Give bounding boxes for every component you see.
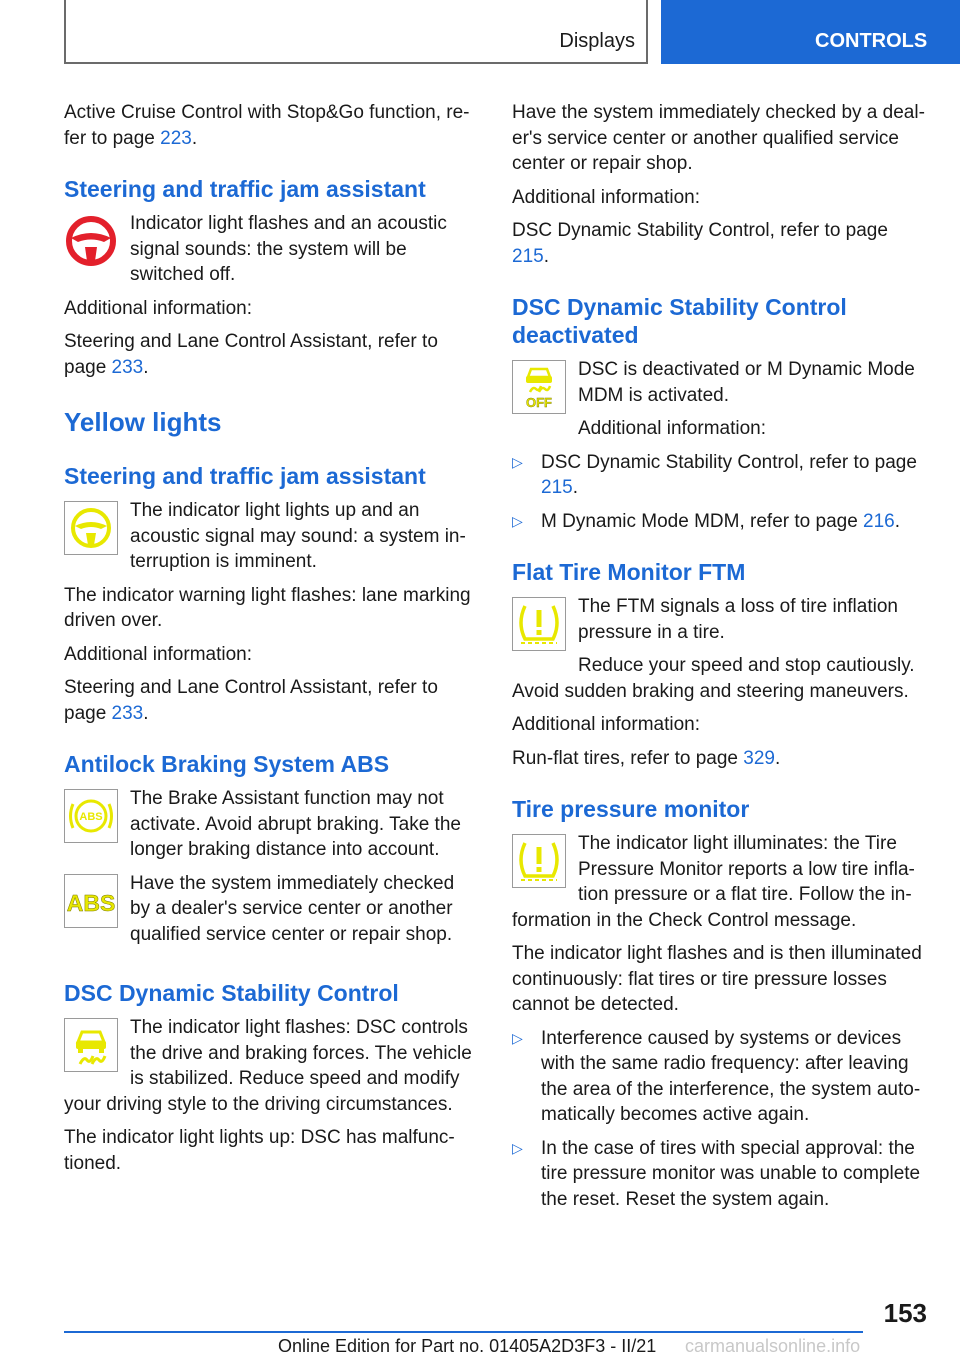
page-link-233-b[interactable]: 233 (111, 702, 144, 724)
page-link-329[interactable]: 329 (743, 747, 775, 769)
dsc-desc-1: The indicator light flashes: DSC controls the drive and braking forces. The vehicle is stabilized. Reduce speed and modify your driving style to the driving circumstances. (64, 1017, 472, 1115)
dsc-desc-2: The indicator light lights up: DSC has malfunc-tioned. (64, 1127, 455, 1174)
svg-text:ABS: ABS (66, 889, 116, 916)
tpm-desc: The indicator light illuminates: the Tire Pressure Monitor reports a low tire infla-tion pressure or a flat tire. Follow the in-formation in the Check Control message. (512, 833, 915, 931)
page-number: 153 (883, 1298, 927, 1328)
right-addl: Additional information: (512, 186, 700, 208)
header-section-title: Displays (559, 30, 635, 52)
yellow-steering-wheel-icon (64, 501, 118, 555)
abs-text-icon (64, 874, 118, 928)
abs-desc-2: Have the system immediately checked by a dealer's service center or another qualified service center or repair shop. (130, 872, 455, 945)
right-ref: DSC Dynamic Stability Control, refer to page 215. (512, 220, 888, 267)
red-steering-wheel-icon (64, 214, 118, 268)
tire-pressure-warning-icon (512, 834, 566, 888)
yellow-steering-desc: The indicator light lights up and an acoustic signal may sound: a system in-terruption is imminent. (130, 500, 466, 572)
flat-tire-warning-icon (512, 597, 566, 651)
heading-dsc-deactivated: DSC Dynamic Stability Control deactivated (512, 294, 847, 348)
yellow-steering-flash: The indicator warning light flashes: lane marking driven over. (64, 584, 471, 631)
heading-abs: Antilock Braking System ABS (64, 751, 390, 777)
red-steering-desc: Indicator light flashes and an acoustic signal sounds: the system will be switched off. (130, 213, 447, 285)
heading-ftm: Flat Tire Monitor FTM (512, 559, 746, 585)
page-link-223[interactable]: 223 (160, 127, 192, 149)
left-column (64, 100, 477, 1184)
continued-paragraph: Have the system immediately checked by a deal-er's service center or another qualified service center or repair shop. (512, 102, 925, 174)
ftm-desc: The FTM signals a loss of tire inflation pressure in a tire. (578, 596, 898, 643)
red-steering-addl: Additional information: (64, 297, 252, 319)
yellow-steering-addl: Additional information: (64, 643, 252, 665)
red-steering-ref: Steering and Lane Control Assistant, refer to page 233. (64, 331, 438, 378)
right-column (512, 100, 925, 1220)
page-link-215-b[interactable]: 215 (541, 477, 573, 498)
dsc-off-icon (512, 360, 566, 414)
dsc-off-desc: DSC is deactivated or M Dynamic Mode MDM is activated. (578, 359, 915, 406)
dsc-off-list (512, 450, 925, 535)
heading-dsc: DSC Dynamic Stability Control (64, 980, 399, 1006)
yellow-steering-ref: Steering and Lane Control Assistant, refer to page 233. (64, 677, 438, 724)
list-item: ▷ In the case of tires with special approval: the tire pressure monitor was unable to complete the reset. Reset the system again. (512, 1136, 925, 1213)
page-link-215[interactable]: 215 (512, 245, 544, 267)
watermark: carmanualsonline.info (685, 1336, 861, 1356)
header-chapter-tab[interactable]: CONTROLS (661, 0, 960, 64)
abs-circle-icon (64, 789, 118, 843)
dsc-car-skid-icon (64, 1018, 118, 1072)
svg-text:ABS: ABS (79, 811, 103, 823)
ftm-addl: Additional information: (512, 714, 700, 735)
dsc-off-addl: Additional information: (578, 418, 766, 439)
heading-tpm: Tire pressure monitor (512, 796, 750, 822)
ftm-ref: Run-flat tires, refer to page 329. (512, 747, 781, 769)
svg-text:OFF: OFF (526, 395, 552, 410)
page-link-233[interactable]: 233 (111, 356, 144, 378)
abs-desc-1: The Brake Assistant function may not activate. Avoid abrupt braking. Take the longer braking distance into account. (130, 788, 461, 860)
page-link-216[interactable]: 216 (863, 510, 895, 532)
ftm-desc-2: Reduce your speed and stop cautiously. Avoid sudden braking and steering maneuvers. (512, 655, 915, 702)
heading-steering-yellow: Steering and traffic jam assistant (64, 463, 426, 489)
tpm-list (512, 1026, 925, 1213)
edition-text: Online Edition for Part no. 01405A2D3F3 - II/21 (278, 1336, 657, 1356)
heading-yellow-lights: Yellow lights (64, 407, 222, 437)
heading-steering-red: Steering and traffic jam assistant (64, 176, 426, 202)
footer-divider (64, 1331, 863, 1333)
list-item: ▷ M Dynamic Mode MDM, refer to page 216. (512, 509, 925, 535)
intro-paragraph: Active Cruise Control with Stop&Go function, re-fer to page 223. (64, 102, 470, 149)
tpm-flash: The indicator light flashes and is then illuminated continuously: flat tires or tire pressure losses cannot be detected. (512, 943, 922, 1015)
list-item: ▷ Interference caused by systems or devices with the same radio frequency: after leaving the area of the interference, the system auto-matically becomes active again. (512, 1026, 925, 1128)
list-item: ▷ DSC Dynamic Stability Control, refer to page 215. (512, 450, 925, 501)
